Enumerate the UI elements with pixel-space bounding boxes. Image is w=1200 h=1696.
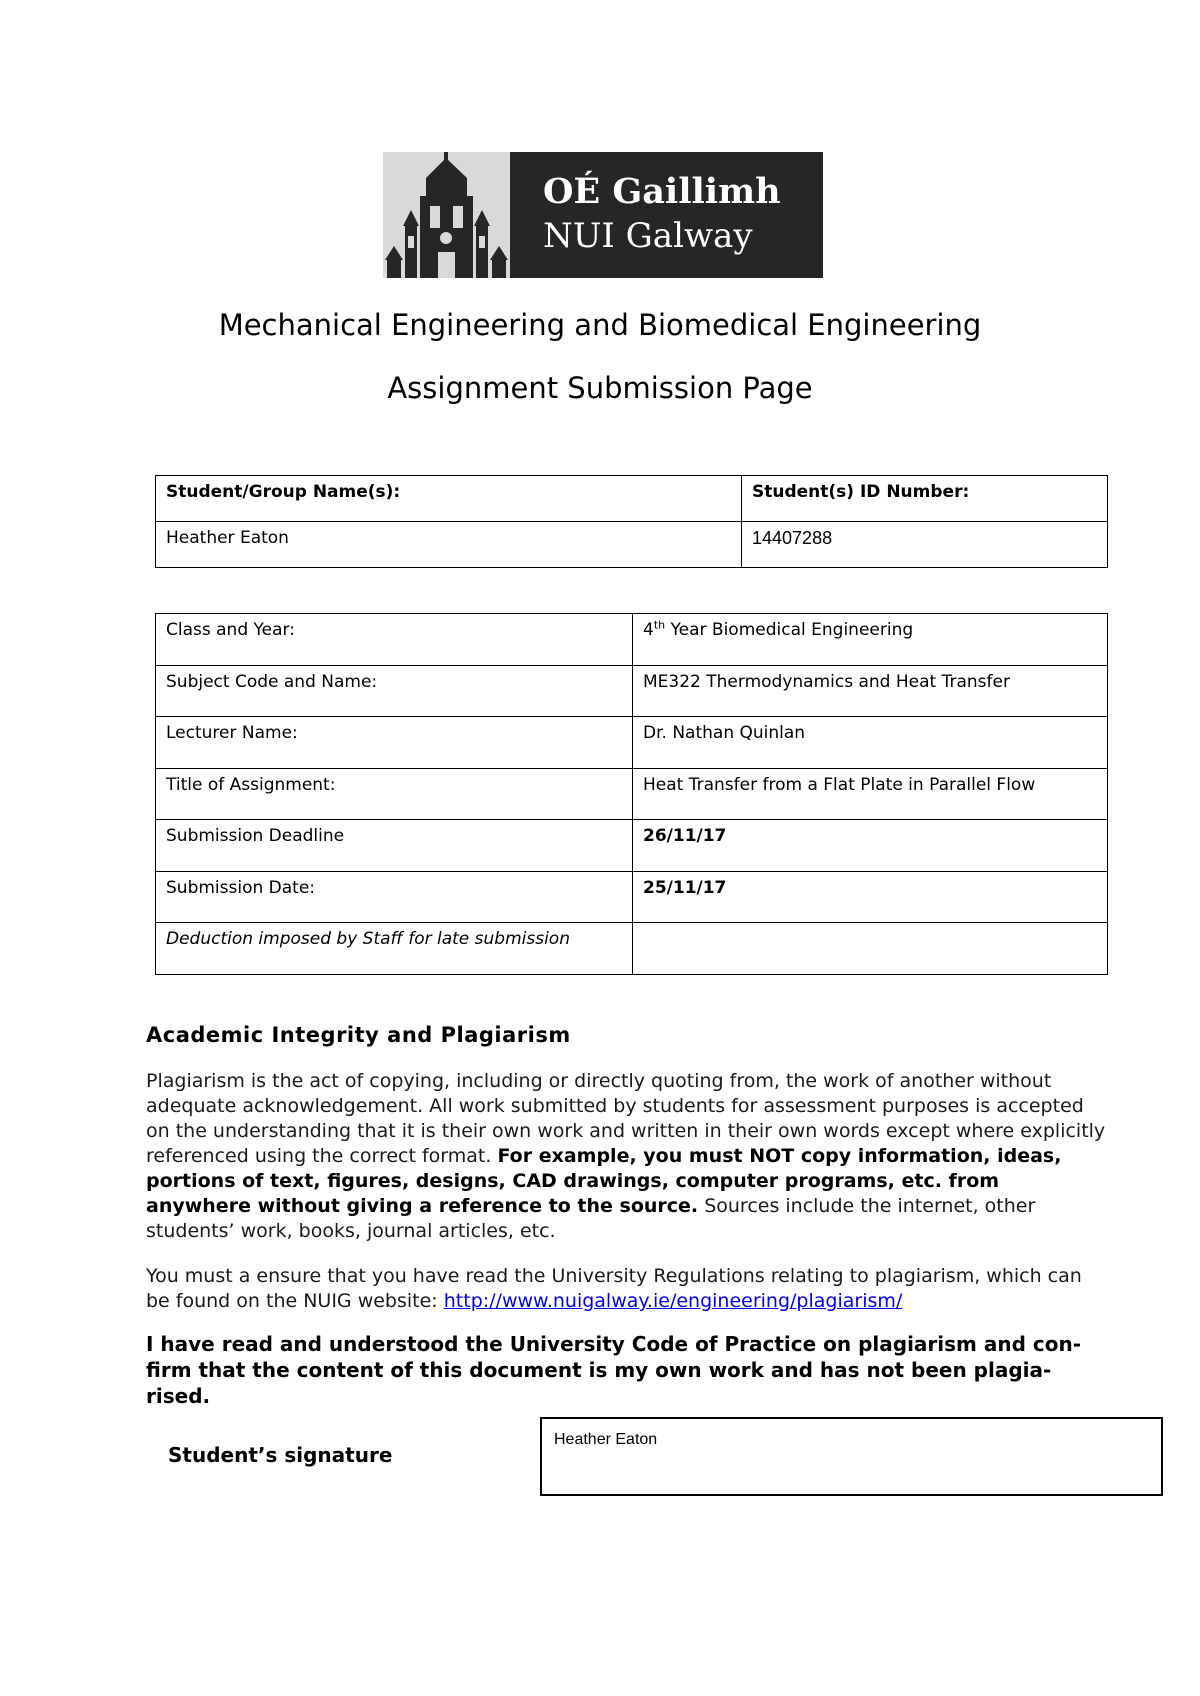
logo-text-block [510,152,823,278]
assignment-title-label: Title of Assignment: [156,768,633,820]
page-title: Assignment Submission Page [387,371,813,405]
table-row [156,768,1108,820]
signature-label: Student’s signature [168,1443,393,1467]
submission-date-label: Submission Date: [156,871,633,923]
logo-irish-name: OÉ Gaillimh [543,171,781,212]
signature-box[interactable] [540,1417,1163,1496]
table-row [156,614,1108,666]
regulations-text: You must a ensure that you have read the University Regulations relating to plagiarism, which can be found on the NUIG website: [146,1265,1082,1312]
submission-date-value: 25/11/17 [633,871,1108,923]
assignment-details-table [155,613,1108,975]
plagiarism-link[interactable]: http://www.nuigalway.ie/engineering/plagiarism/ [443,1290,903,1312]
plagiarism-bold-text: For example, you must NOT copy information, ideas, portions of text, figures, designs, CAD drawings, computer programs, etc. from anywhere without giving a reference to the source. [146,1145,1062,1217]
department-title: Mechanical Engineering and Biomedical Engineering [218,308,982,342]
table-row [156,665,1108,717]
table-row [156,923,1108,975]
regulations-paragraph [146,1264,1106,1314]
student-id-value: 14407288 [742,522,1108,568]
castle-tower-icon [383,152,510,278]
plagiarism-paragraph [146,1069,1106,1244]
student-info-table [155,475,1108,568]
deduction-label: Deduction imposed by Staff for late submission [156,923,633,975]
lecturer-value: Dr. Nathan Quinlan [633,717,1108,769]
deadline-value: 26/11/17 [633,820,1108,872]
table-row [156,820,1108,872]
table-row [156,871,1108,923]
plagiarism-text: Plagiarism is the act of copying, including or directly quoting from, the work of another without adequate acknowledgement. All work submitted by students for assessment purposes is accepted on the understanding that it is their own work and written in their own words except where explicitly referenced using the correct format. [146,1070,1106,1167]
student-name-value: Heather Eaton [156,522,742,568]
declaration-text: I have read and understood the University Code of Practice on plagiarism and con-firm that the content of this document is my own work and has not been plagia-rised. [146,1332,1081,1408]
subject-label: Subject Code and Name: [156,665,633,717]
table-row [156,717,1108,769]
student-id-header: Student(s) ID Number: [742,476,1108,522]
nui-galway-logo [383,152,823,278]
student-name-header: Student/Group Name(s): [156,476,742,522]
deduction-value [633,923,1108,975]
table-row [156,522,1108,568]
signature-value: Heather Eaton [554,1431,658,1448]
deadline-label: Submission Deadline [156,820,633,872]
integrity-heading: Academic Integrity and Plagiarism [146,1023,571,1047]
class-year-label: Class and Year: [156,614,633,666]
assignment-title-value: Heat Transfer from a Flat Plate in Parallel Flow [633,768,1108,820]
table-row [156,476,1108,522]
logo-english-name: NUI Galway [543,216,753,256]
subject-value: ME322 Thermodynamics and Heat Transfer [633,665,1108,717]
plagiarism-tail-text: Sources include the internet, other students’ work, books, journal articles, etc. [146,1195,1036,1242]
class-year-value: 4th Year Biomedical Engineering [633,614,1108,666]
lecturer-label: Lecturer Name: [156,717,633,769]
